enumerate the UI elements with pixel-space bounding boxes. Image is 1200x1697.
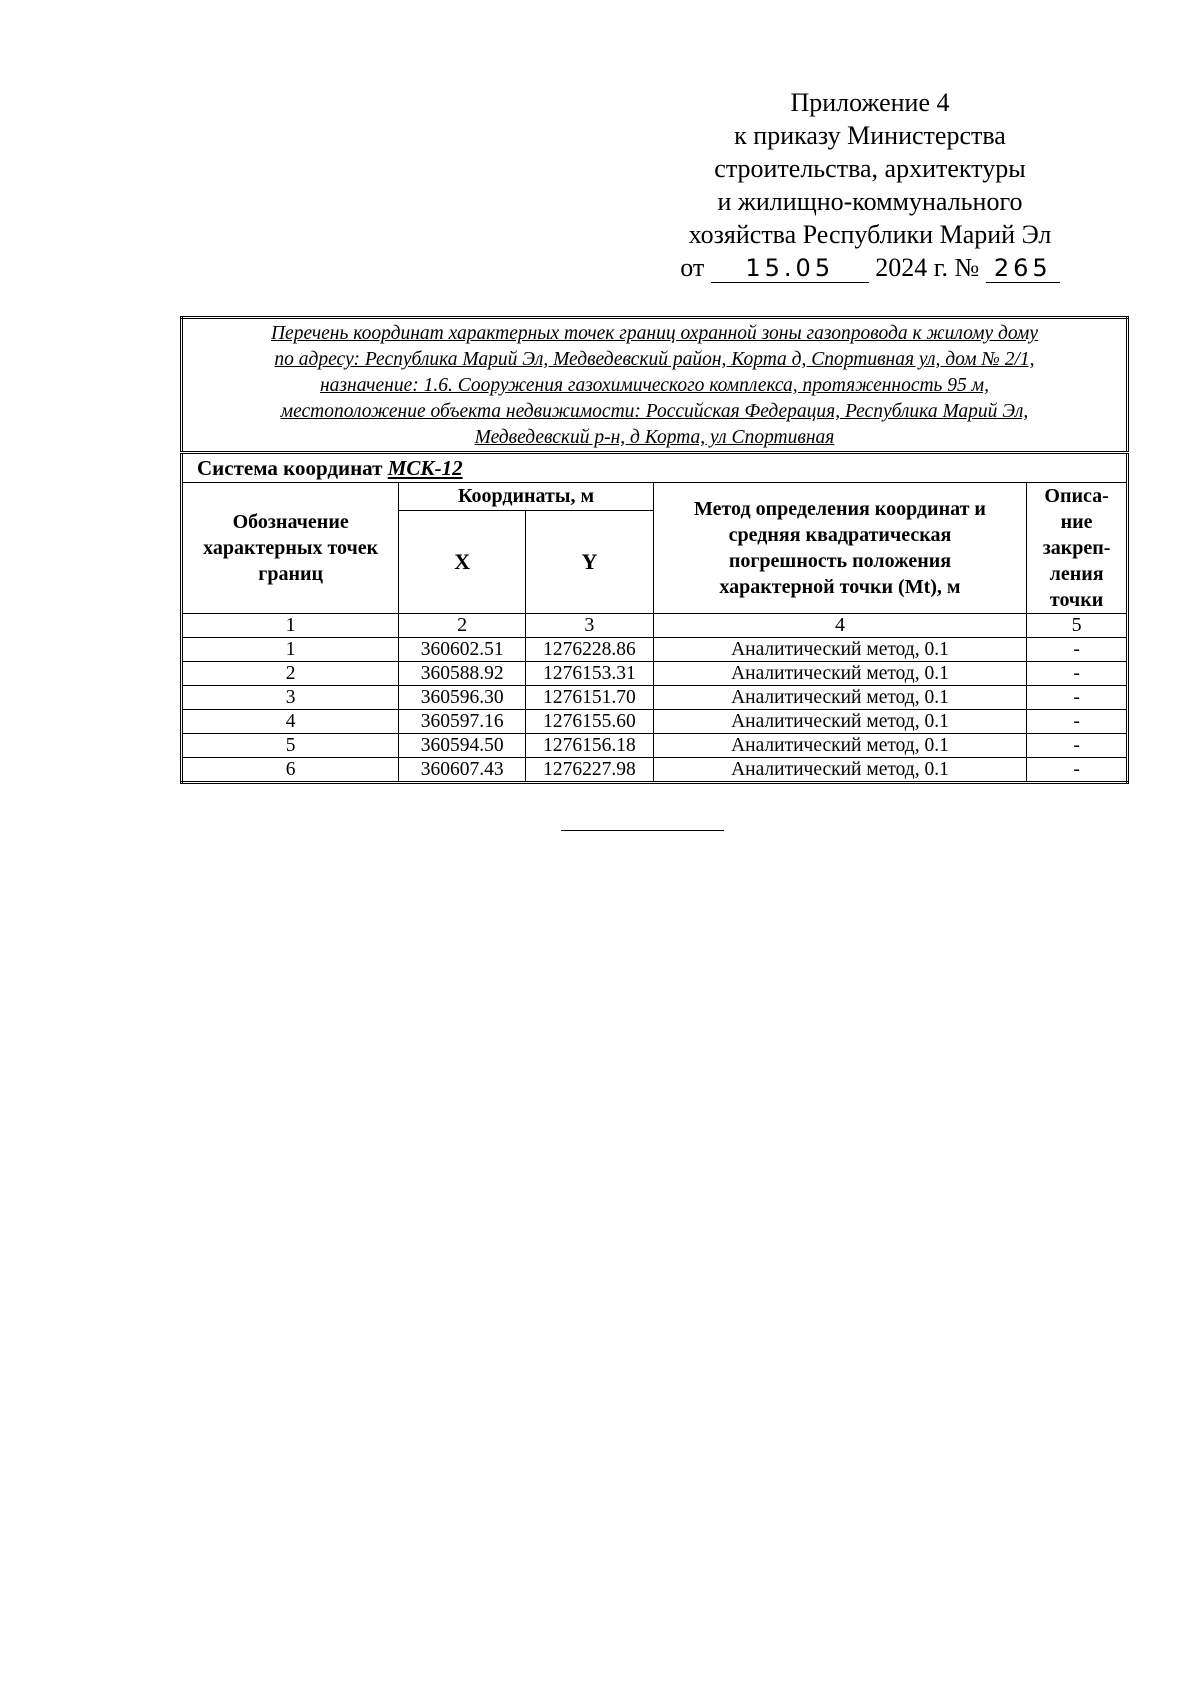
table-title (182, 318, 1128, 453)
column-number: 2 (399, 614, 526, 638)
header-designation-line: характерных точек (203, 537, 379, 559)
cell-method: Аналитический метод, 0.1 (653, 638, 1026, 662)
header-description-line: точки (1049, 589, 1104, 611)
header-method (653, 483, 1026, 614)
header-x: X (399, 510, 526, 613)
cell-y: 1276153.31 (526, 662, 654, 686)
cell-y: 1276156.18 (526, 734, 654, 758)
cell-description: - (1027, 686, 1128, 710)
cell-point: 3 (182, 686, 399, 710)
appendix-line-2: к приказу Министерства (734, 121, 1006, 150)
cell-y: 1276155.60 (526, 710, 654, 734)
header-method-line: средняя квадратическая (728, 524, 952, 546)
table-row (182, 710, 1128, 734)
cell-method: Аналитический метод, 0.1 (653, 734, 1026, 758)
cell-point: 6 (182, 758, 399, 783)
cell-point: 5 (182, 734, 399, 758)
cell-x: 360596.30 (399, 686, 526, 710)
handwritten-order-number: 265 (986, 254, 1060, 283)
header-method-line: погрешность положения (728, 550, 952, 572)
cell-description: - (1027, 710, 1128, 734)
appendix-line-3: строительства, архитектуры (714, 154, 1026, 183)
cell-x: 360607.43 (399, 758, 526, 783)
header-method-line: Метод определения координат и (694, 498, 986, 520)
title-line: назначение: 1.6. Сооружения газохимического комплекса, протяженность 95 м, (319, 375, 990, 396)
title-line: местоположение объекта недвижимости: Российская Федерация, Республика Марий Эл, (280, 401, 1029, 422)
cell-description: - (1027, 734, 1128, 758)
cell-method: Аналитический метод, 0.1 (653, 662, 1026, 686)
cell-x: 360602.51 (399, 638, 526, 662)
coordinate-system-value: МСК-12 (387, 455, 463, 480)
header-method-line: характерной точки (Mt), м (719, 576, 961, 598)
header-description-line: ние (1060, 511, 1093, 533)
header-description-line: закреп- (1042, 537, 1111, 559)
end-of-document-rule (561, 830, 724, 831)
table-row (182, 686, 1128, 710)
table-title-row (182, 318, 1128, 453)
title-line: Медведевский р-н, д Корта, ул Спортивная (474, 427, 835, 448)
coordinates-table (180, 316, 1129, 784)
year-number-label: 2024 г. № (875, 253, 980, 282)
appendix-date-line (650, 251, 1090, 284)
column-number: 1 (182, 614, 399, 638)
cell-x: 360588.92 (399, 662, 526, 686)
title-line: по адресу: Республика Марий Эл, Медведевский район, Корта д, Спортивная ул, дом № 2/1, (274, 349, 1035, 370)
table-row (182, 662, 1128, 686)
coordinate-system-row (182, 453, 1128, 483)
cell-method: Аналитический метод, 0.1 (653, 686, 1026, 710)
cell-x: 360594.50 (399, 734, 526, 758)
table-row (182, 734, 1128, 758)
coordinate-system (182, 453, 1128, 483)
header-designation-line: границ (258, 563, 324, 585)
cell-y: 1276151.70 (526, 686, 654, 710)
cell-y: 1276228.86 (526, 638, 654, 662)
cell-point: 2 (182, 662, 399, 686)
header-coordinates: Координаты, м (399, 483, 653, 511)
date-prefix: от (680, 253, 705, 282)
column-number: 5 (1027, 614, 1128, 638)
column-numbers-row (182, 614, 1128, 638)
column-number: 3 (526, 614, 654, 638)
appendix-title: Приложение 4 (790, 88, 950, 117)
cell-method: Аналитический метод, 0.1 (653, 710, 1026, 734)
cell-point: 1 (182, 638, 399, 662)
coordinate-system-label: Система координат (197, 455, 383, 480)
handwritten-date: 15.05 (711, 254, 869, 283)
table-row (182, 758, 1128, 783)
header-description-line: Описа- (1044, 485, 1109, 507)
cell-y: 1276227.98 (526, 758, 654, 783)
appendix-line-4: и жилищно-коммунального (717, 187, 1023, 216)
header-designation-line: Обозначение (232, 511, 349, 533)
header-designation (182, 483, 399, 614)
cell-x: 360597.16 (399, 710, 526, 734)
title-line: Перечень координат характерных точек границ охранной зоны газопровода к жилому дому (270, 323, 1039, 344)
column-number: 4 (653, 614, 1026, 638)
header-description-line: ления (1049, 563, 1104, 585)
header-description (1027, 483, 1128, 614)
cell-description: - (1027, 758, 1128, 783)
cell-description: - (1027, 662, 1128, 686)
table-row (182, 638, 1128, 662)
header-y: Y (526, 510, 654, 613)
cell-method: Аналитический метод, 0.1 (653, 758, 1026, 783)
cell-point: 4 (182, 710, 399, 734)
header-row-1 (182, 483, 1128, 511)
cell-description: - (1027, 638, 1128, 662)
appendix-line-5: хозяйства Республики Марий Эл (688, 220, 1052, 249)
appendix-header (650, 86, 1090, 284)
